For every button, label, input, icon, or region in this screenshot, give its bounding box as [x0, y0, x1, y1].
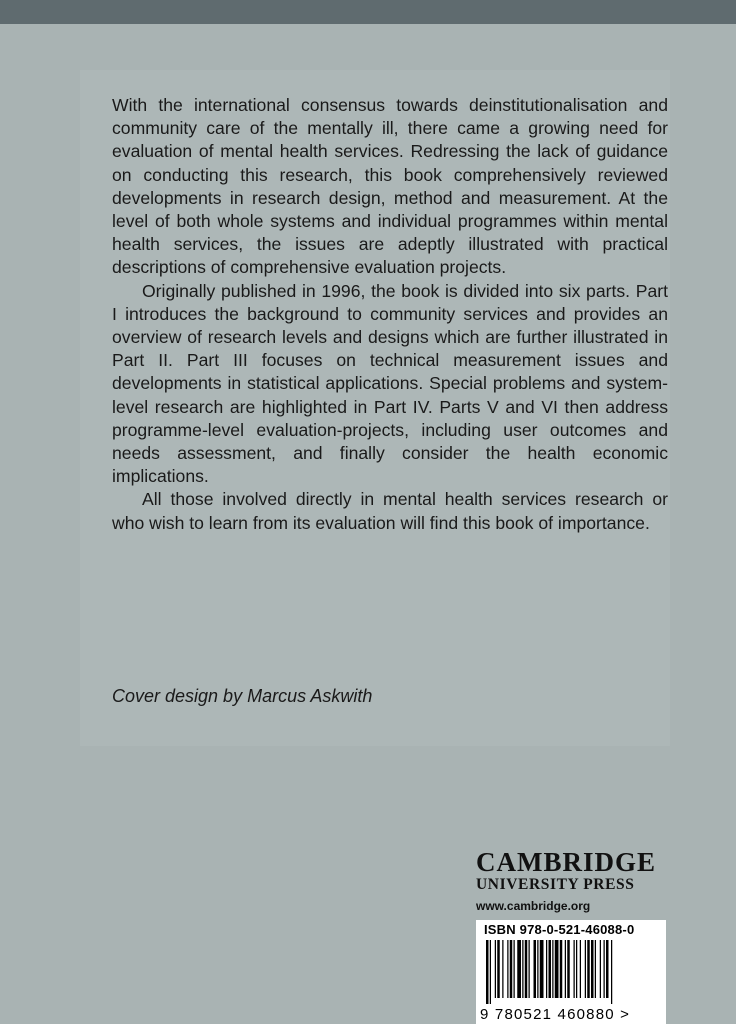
blurb-paragraph-1: With the international consensus towards deinstitutionalisation and community care of the mentally ill, there came a growing need for evaluation of mental health services. Redressing the lack of guidance on conducting this research, this book comprehensively reviewed developments in research design, method and measurement. At the level of both whole systems and individual programmes within mental health services, the issues are adeptly illustrated with practical descriptions of comprehensive evaluation projects.: [112, 95, 668, 278]
barcode-bars: [476, 940, 666, 1006]
publisher-subtitle: UNIVERSITY PRESS: [476, 876, 635, 893]
top-color-band: [0, 0, 736, 24]
barcode-bar: [585, 940, 586, 998]
barcode-bar: [517, 940, 521, 998]
barcode-digits: 9 780521 460880 >: [480, 1006, 631, 1023]
barcode-bar: [546, 940, 547, 998]
barcode-bar: [600, 940, 601, 998]
barcode-bar: [525, 940, 528, 998]
publisher-name: CAMBRIDGE: [476, 847, 657, 877]
barcode-bar: [587, 940, 590, 998]
barcode-bar: [567, 940, 570, 998]
publisher-url: www.cambridge.org: [476, 899, 591, 913]
back-cover-blurb: [112, 94, 668, 535]
barcode-bar: [514, 940, 515, 998]
barcode-bar: [540, 940, 544, 998]
barcode-bar: [549, 940, 552, 998]
barcode-bar: [611, 940, 612, 1004]
blurb-paragraph-3: All those involved directly in mental health services research or who wish to learn from its evaluation will find this book of importance.: [112, 489, 668, 533]
publisher-logo: [476, 848, 672, 915]
barcode-bar: [502, 940, 503, 998]
isbn-text: ISBN 978-0-521-46088-0: [484, 922, 635, 937]
barcode-bar: [529, 940, 530, 998]
barcode-bar: [591, 940, 594, 998]
isbn-barcode: [476, 920, 666, 1024]
cover-design-credit: Cover design by Marcus Askwith: [112, 686, 373, 706]
barcode-bar: [576, 940, 577, 998]
barcode-bar: [495, 940, 496, 998]
barcode-bar: [606, 940, 609, 998]
blurb-paragraph-2: Originally published in 1996, the book is divided into six parts. Part I introduces the background to community services and provides an overview of research levels and designs which are further illustrated in Part II. Part III focuses on technical measurement issues and developments in statistical applications. Special problems and system-level research are highlighted in Part IV. Parts V and VI then address programme-level evaluation-projects, including user outcomes and needs assessment, and finally consider the health economic implications.: [112, 280, 668, 487]
barcode-bar: [580, 940, 581, 998]
barcode-bar: [497, 940, 500, 998]
barcode-bar: [604, 940, 605, 998]
barcode-bar: [565, 940, 566, 998]
barcode-bar: [552, 940, 553, 998]
barcode-bar: [555, 940, 559, 998]
barcode-bar: [560, 940, 563, 998]
barcode-bar: [522, 940, 523, 998]
barcode-bar: [595, 940, 596, 998]
barcode-bar: [537, 940, 538, 998]
barcode-bar: [574, 940, 575, 998]
barcode-bar: [510, 940, 513, 998]
barcode-bar: [486, 940, 489, 1004]
barcode-bar: [534, 940, 537, 998]
barcode-bar: [507, 940, 508, 998]
barcode-bar: [490, 940, 491, 1004]
